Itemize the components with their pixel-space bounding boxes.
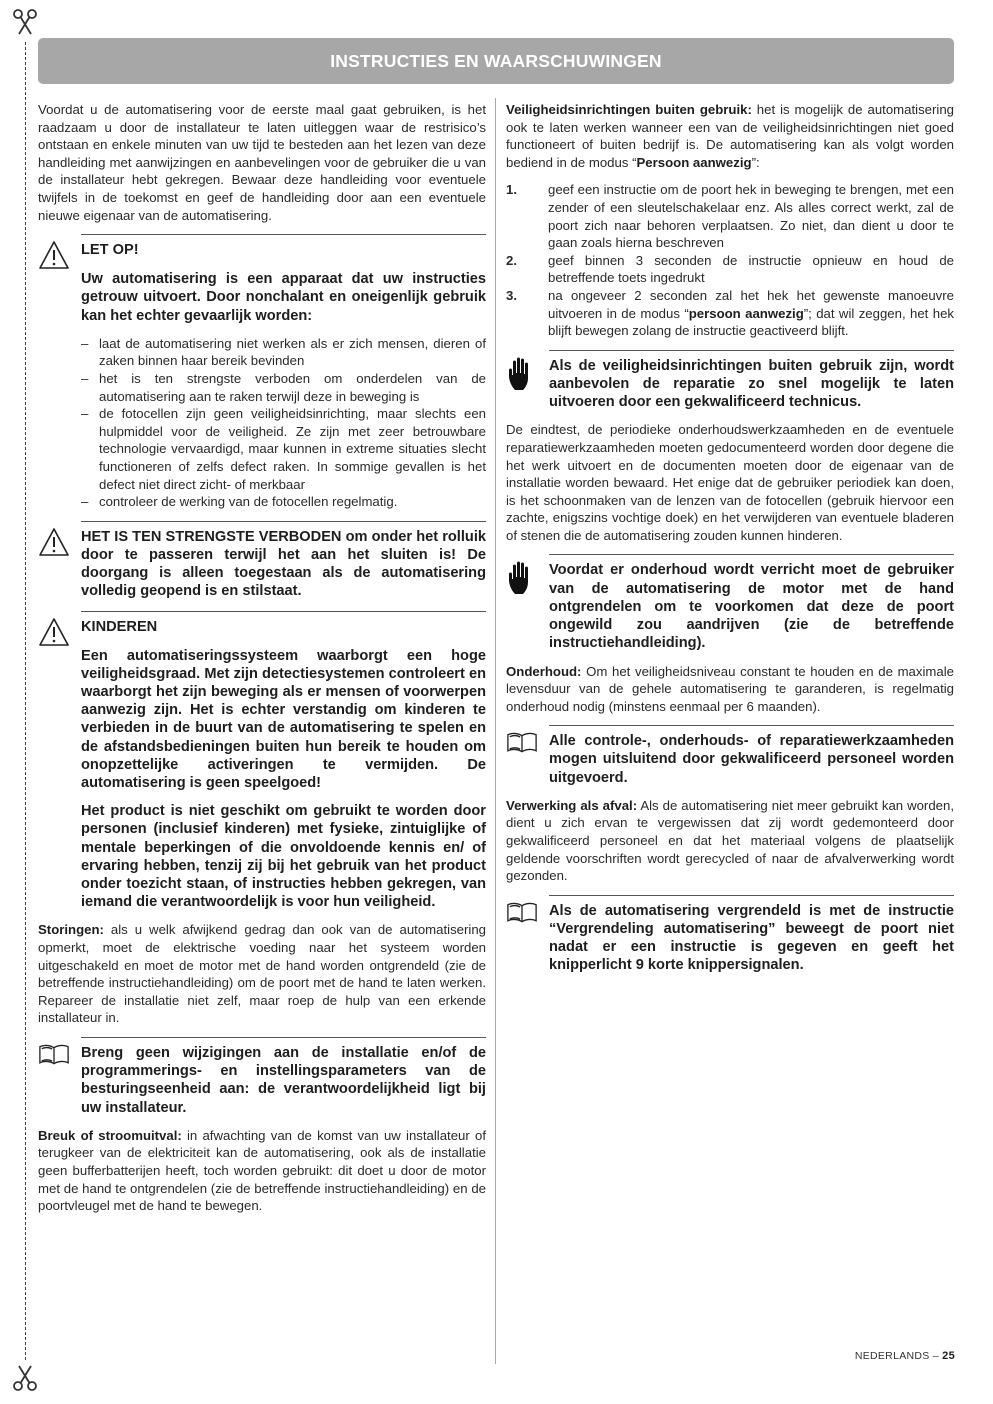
warning-triangle-icon [38, 617, 70, 647]
attention-list [81, 335, 486, 511]
list-item: – het is ten strengste verboden om onderdelen van de automatisering aan te raken terwijl deze in beweging is [81, 370, 486, 404]
malfunctions-paragraph: Storingen: als u welk afwijkend gedrag dan ook van de automatisering opmerkt, moet de elektrische voeding naar het systeem worden uitgeschakeld en moet de motor met de hand worden ontgrendeld (zie de betreffende instructiehandleiding) om de poort met de hand te laten werken. Repareer de installatie niet zelf, maar roep de hulp van een erkende installateur in. [38, 922, 486, 1026]
forbidden-text: HET IS TEN STRENGSTE VERBODEN om onder het rolluik door te passeren terwijl het aan het sluiten is! De doorgang is alleen toegestaan als de automatisering volledig geopend is en stilstaat. [81, 528, 486, 600]
step-item: 3. na ongeveer 2 seconden zal het hek het gewenste manoeuvre uitvoeren in de modus “persoon aanwezig”; dat wil zeggen, het hek blijft bewegen zolang de instructie geactiveerd blijft. [506, 287, 954, 339]
no-changes-block [38, 1037, 486, 1117]
section-header [38, 38, 954, 84]
intro-paragraph: Voordat u de automatisering voor de eerste maal gaat gebruiken, is het raadzaam u door de installateur te laten uitleggen waar de restrisico’s ontstaan en enkele minuten van uw tijd te besteden aan het lezen van deze handleiding met aanwijzingen en aanbevelingen voor de gebruiker die u van de installateur hebt gekregen. Bewaar deze handleiding voor eventuele twijfels in de toekomst en geef de handleiding door aan een eventuele nieuwe eigenaar van de automatisering. [38, 102, 486, 223]
maintenance-paragraph: Onderhoud: Om het veiligheidsniveau constant te houden en de maximale levensduur van de gehele automatisering te garanderen, is regelmatig onderhoud nodig (minstens eenmaal per 6 maanden). [506, 663, 954, 714]
open-book-icon [506, 731, 538, 754]
locked-block [506, 895, 954, 975]
warning-triangle-icon [38, 240, 70, 270]
attention-block [38, 234, 486, 511]
attention-title: LET OP! [81, 242, 139, 259]
steps-list [506, 181, 954, 339]
safety-devices-paragraph: Veiligheidsinrichtingen buiten gebruik: het is mogelijk de automatisering ook te laten werken wanneer een van de veiligheidsinrichtingen niet goed functioneert of buiten bedrijf is. De automatisering kan als volgt worden bediend in de modus “Persoon aanwezig”: [506, 102, 954, 170]
locked-text: Als de automatisering vergrendeld is met de instructie “Vergrendeling automatisering” beweegt de poort niet nadat er een instructie is gegeven en geeft het knipperlicht 9 korte knippersignalen. [549, 902, 954, 974]
left-column [38, 101, 486, 1225]
qualified-only-text: Alle controle-, onderhouds- of reparatiewerkzaamheden mogen uitsluitend door gekwalificeerd personeel worden uitgevoerd. [549, 733, 954, 786]
right-column [506, 101, 954, 985]
qualified-only-block [506, 725, 954, 787]
repair-notice-block [506, 350, 954, 412]
attention-body: Uw automatisering is een apparaat dat uw instructies getrouw uitvoert. Door nonchalant en oneigenlijk gebruik kan het echter gevaarlijk worden: [81, 271, 486, 324]
warning-triangle-icon [38, 527, 70, 557]
forbidden-block [38, 521, 486, 601]
children-title: KINDEREN [81, 618, 158, 635]
repair-notice-text: Als de veiligheidsinrichtingen buiten gebruik zijn, wordt aanbevolen de reparatie zo snel mogelijk te laten uitvoeren door een gekwalificeerd technicus. [549, 357, 954, 411]
stop-hand-icon [506, 356, 538, 392]
list-item: – laat de automatisering niet werken als er zich mensen, dieren of zaken binnen haar bereik bevinden [81, 335, 486, 369]
open-book-icon [38, 1043, 70, 1066]
page-footer [855, 1350, 955, 1362]
cut-line [25, 42, 26, 1360]
step-item: 2. geef binnen 3 seconden de instructie opnieuw en houd de betreffende toets ingedrukt [506, 252, 954, 286]
final-test-paragraph: De eindtest, de periodieke onderhoudswerkzaamheden en de eventuele reparatiewerkzaamheden moeten gedocumenteerd worden door degene die het werk uitvoert en de documenten moeten door de eigenaar van de installatie worden bewaard. Het enige dat de gebruiker periodiek kan doen, is het schoonmaken van de lenzen van de fotocellen (gebruik hiervoor een zachte, enigszins vochtige doek) en het verwijderen van eventuele bladeren of stenen die de automatisering zouden kunnen hinderen. [506, 422, 954, 543]
children-paragraph-2: Het product is niet geschikt om gebruikt te worden door personen (inclusief kinderen) met fysieke, zintuiglijke of mentale beperkingen of die onvoldoende kennis en/ of ervaring hebben, tenzij zij bij het gebruik van het product onder toezicht staan, of instructies hebben gekregen, van iemand die verantwoordelijk is voor hun veiligheid. [81, 803, 486, 911]
page-title: INSTRUCTIES EN WAARSCHUWINGEN [330, 50, 662, 71]
page-number: 25 [942, 1350, 955, 1362]
footer-language: NEDERLANDS – [854, 1350, 943, 1362]
disposal-paragraph: Verwerking als afval: Als de automatisering niet meer gebruikt kan worden, dient u zich ervan te vergewissen dat zij wordt gedemonteerd door gekwalificeerd personeel en dat het materiaal volgens de plaatselijk geldende voorschriften wordt gerecycled of naar de afvalverwerking wordt gezonden. [506, 797, 954, 884]
step-item: 1. geef een instructie om de poort hek in beweging te brengen, met een zender of een sleutelschakelaar enz. Als alles correct werkt, zal de poort zich naar behoren verplaatsen. Zo niet, dan dient u door te gaan zoals hierna beschreven [506, 182, 954, 251]
scissors-icon [12, 8, 38, 36]
no-changes-text: Breng geen wijzigingen aan de installatie en/of de programmerings- en instellingsparameters van de besturingseenheid aan: de verantwoordelijkheid ligt bij uw installateur. [81, 1044, 486, 1116]
stop-hand-icon [506, 560, 538, 596]
scissors-icon [12, 1364, 38, 1392]
children-paragraph-1: Een automatiseringssysteem waarborgt een hoge veiligheidsgraad. Met zijn detectiesystemen controleert en waarborgt het zijn beweging als er mensen of voorwerpen aanwezig zijn. Het is echter verstandig om kinderen te verbieden in de buurt van de automatisering te spelen en de afstandsbedieningen buiten hun bereik te houden om onopzettelijke activeringen te vermijden. De automatisering is geen speelgoed! [81, 647, 486, 791]
list-item: – de fotocellen zijn geen veiligheidsinrichting, maar slechts een hulpmiddel voor de veiligheid. Ze zijn met zeer betrouwbare technologie vervaardigd, maar kunnen in extreme situaties slecht functioneren of zelfs defect raken. In sommige gevallen is het defect niet direct zicht- of merkbaar [81, 406, 486, 492]
before-maintenance-block [506, 554, 954, 652]
power-failure-paragraph: Breuk of stroomuitval: in afwachting van de komst van uw installateur of terugkeer van de elektriciteit kan de automatisering, ook als de installatie geen bufferbatterijen heeft, toch worden gebruikt: dit doet u door de motor met de hand te ontgrendelen (zie de betreffende instructiehandleiding) en de poortvleugel met de hand te bewegen. [38, 1127, 486, 1214]
list-item: – controleer de werking van de fotocellen regelmatig. [81, 494, 398, 510]
column-divider [495, 98, 496, 1364]
children-block [38, 611, 486, 912]
open-book-icon [506, 901, 538, 924]
before-maintenance-text: Voordat er onderhoud wordt verricht moet de gebruiker van de automatisering de motor met de hand ontgrendelen om te voorkomen dat deze de poort ongewild zou aandrijven (zie de betreffende instructiehandleiding). [549, 562, 954, 652]
